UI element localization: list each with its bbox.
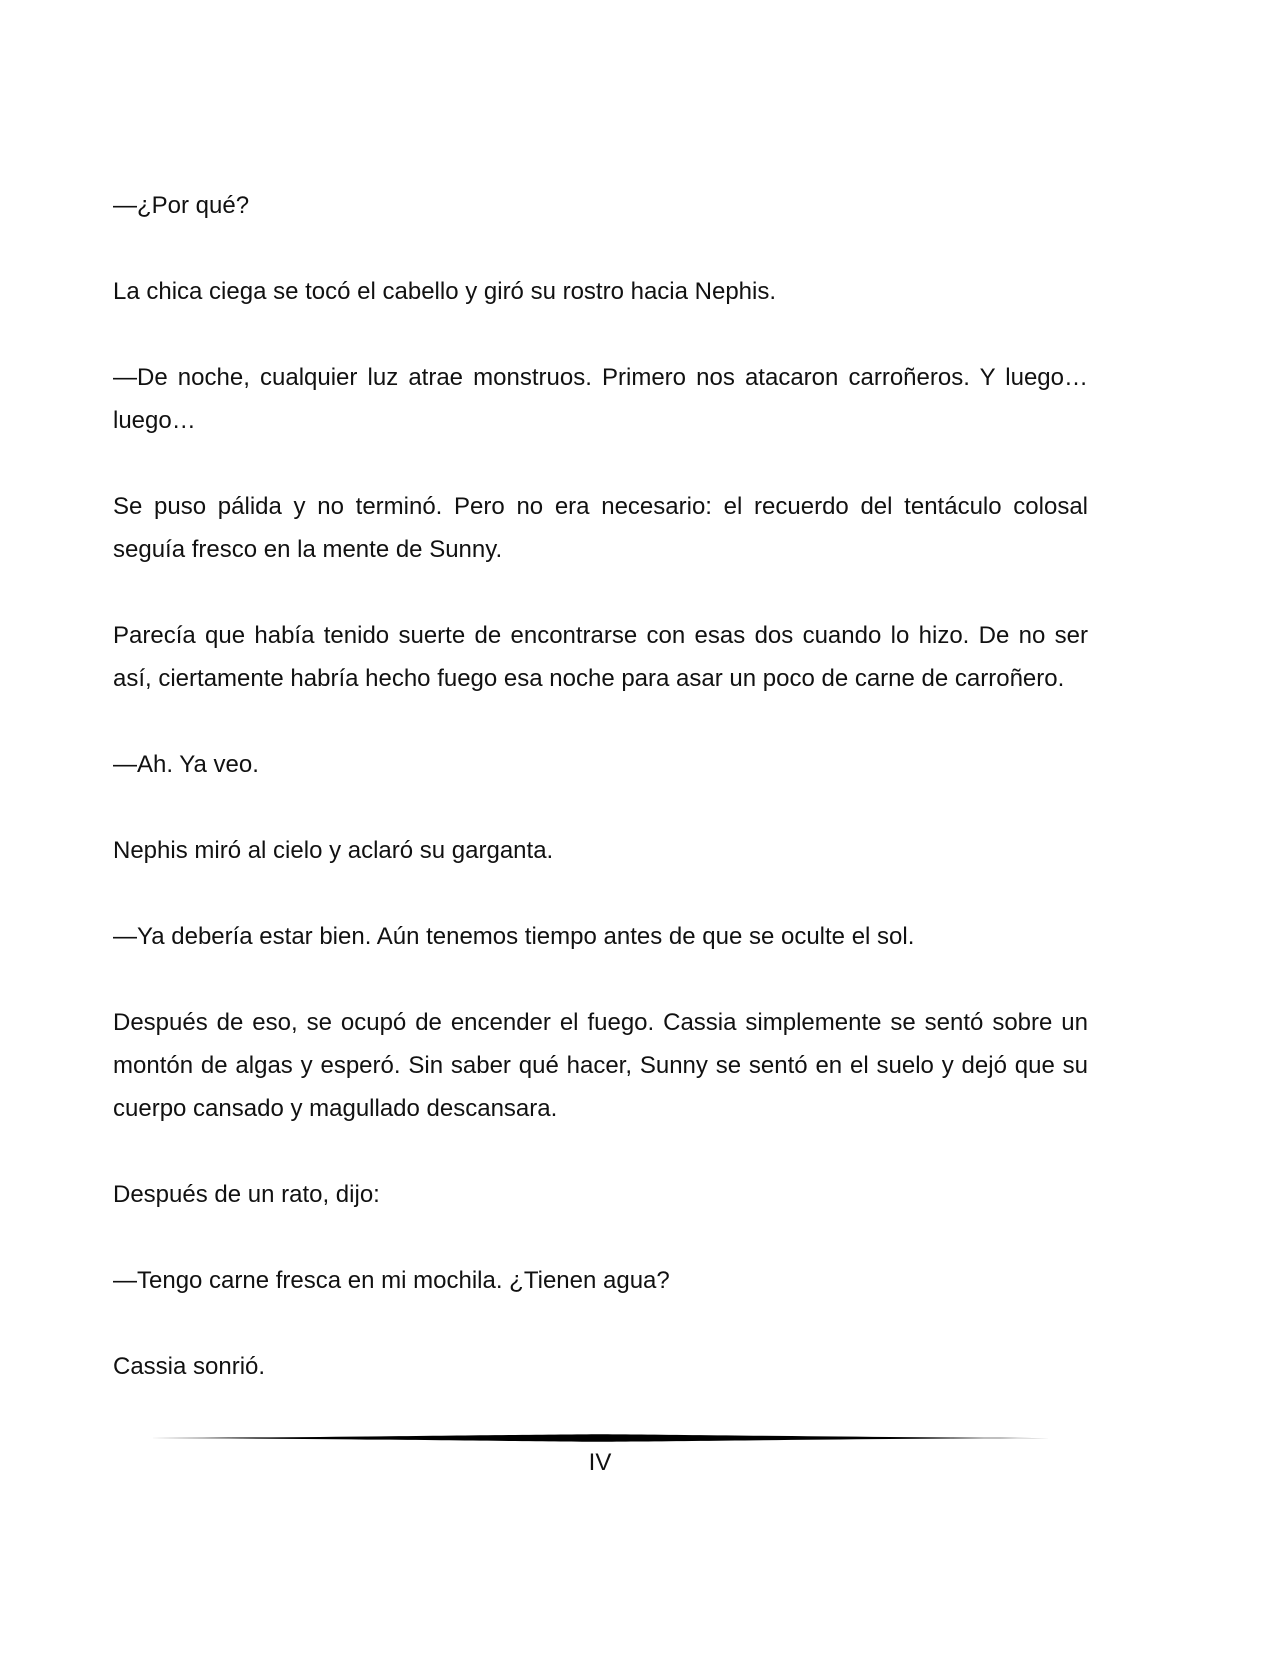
text-column [113, 184, 1088, 1431]
paragraph: Después de un rato, dijo: [113, 1181, 380, 1208]
paragraph: Después de eso, se ocupó de encender el fuego. Cassia simplemente se sentó sobre un montón de algas y esperó. Sin saber qué hacer, Sunny se sentó en el suelo y dejó que su cuerpo cansado y magullado descansara. [113, 1009, 1088, 1122]
paragraph: —De noche, cualquier luz atrae monstruos. Primero nos atacaron carroñeros. Y luego… luego… [113, 364, 1088, 434]
paragraph: —¿Por qué? [113, 192, 250, 219]
ornamental-divider [150, 1433, 1050, 1443]
divider-stroke [150, 1434, 1050, 1442]
paragraph: Parecía que había tenido suerte de encontrarse con esas dos cuando lo hizo. De no ser así, ciertamente habría hecho fuego esa noche para asar un poco de carne de carroñero. [113, 622, 1088, 692]
paragraph: Nephis miró al cielo y aclaró su garganta. [113, 837, 554, 864]
paragraph: Se puso pálida y no terminó. Pero no era necesario: el recuerdo del tentáculo colosal seguía fresco en la mente de Sunny. [113, 493, 1088, 563]
paragraph: —Ya debería estar bien. Aún tenemos tiempo antes de que se oculte el sol. [113, 923, 915, 950]
paragraph: Cassia sonrió. [113, 1353, 266, 1380]
paragraph: La chica ciega se tocó el cabello y giró su rostro hacia Nephis. [113, 278, 777, 305]
page-number: IV [588, 1449, 612, 1476]
paragraph: —Ah. Ya veo. [113, 751, 259, 778]
paragraph: —Tengo carne fresca en mi mochila. ¿Tienen agua? [113, 1267, 670, 1294]
